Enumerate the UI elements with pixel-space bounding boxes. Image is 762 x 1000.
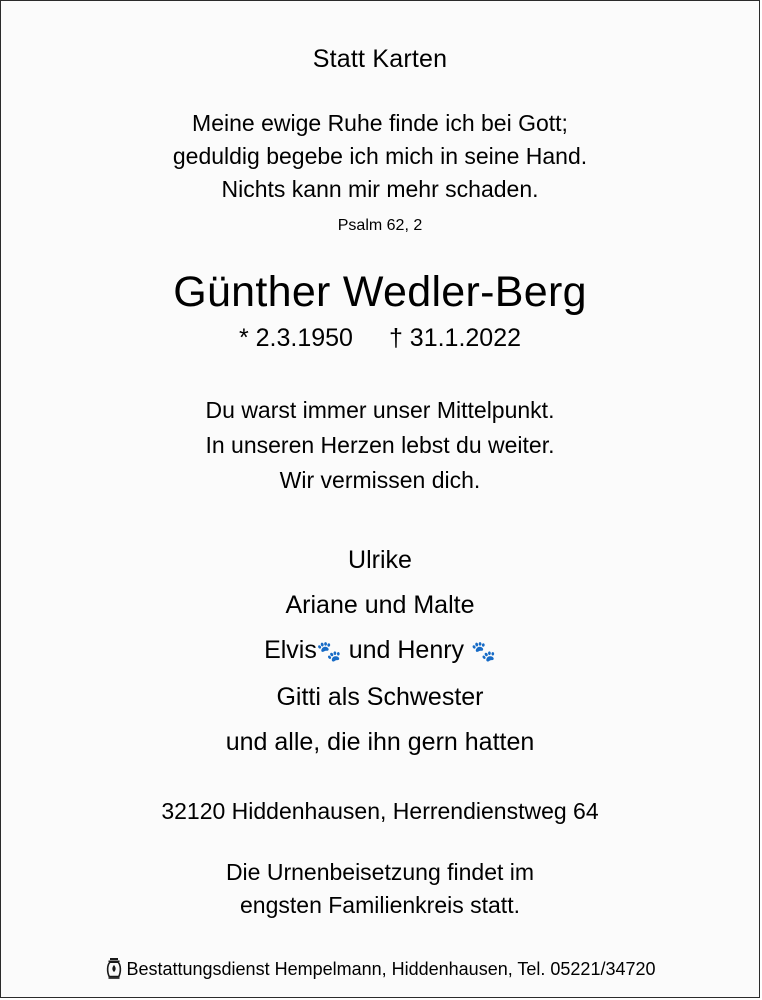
funeral-service-footer [1,956,759,982]
mourner-gitti: Gitti als Schwester [276,683,484,711]
verse-line-3: Nichts kann mir mehr schaden. [221,176,539,202]
ceremony-info [1,856,759,922]
memorial-line-3: Wir vermissen dich. [279,467,481,493]
address-line: 32120 Hiddenhausen, Herrendienstweg 64 [161,798,599,824]
memorial-line-1: Du warst immer unser Mittelpunkt. [205,397,555,423]
birth-date: * 2.3.1950 [238,324,353,352]
pet-name-first: Elvis [264,636,317,664]
memorial-text [1,393,759,498]
ceremony-line-1: Die Urnenbeisetzung findet im [225,859,535,885]
verse-source: Psalm 62, 2 [337,217,423,234]
funeral-service-text: Bestattungsdienst Hempelmann, Hiddenhausen, Tel. 05221/34720 [126,958,656,979]
mourner-ariane-malte: Ariane und Malte [285,591,475,619]
verse-block [1,107,759,206]
life-dates [1,324,759,353]
mourner-others: und alle, die ihn gern hatten [225,728,535,756]
verse-line-2: geduldig begebe ich mich in seine Hand. [172,143,588,169]
death-date: † 31.1.2022 [388,324,522,352]
deceased-name: Günther Wedler-Berg [173,268,587,316]
verse-line-1: Meine ewige Ruhe finde ich bei Gott; [192,110,568,136]
ceremony-line-2: engsten Familienkreis statt. [240,892,520,918]
paw-print-icon-2: 🐾 [471,641,496,663]
mourners-list [1,538,759,765]
paw-print-icon-1: 🐾 [316,641,342,663]
notice-heading: Statt Karten [312,45,448,73]
pets-conjunction: und Henry [341,636,472,664]
memorial-line-2: In unseren Herzen lebst du weiter. [205,432,555,458]
urn-icon [104,956,124,982]
mourner-ulrike: Ulrike [348,546,412,574]
mourner-pets [1,628,759,675]
